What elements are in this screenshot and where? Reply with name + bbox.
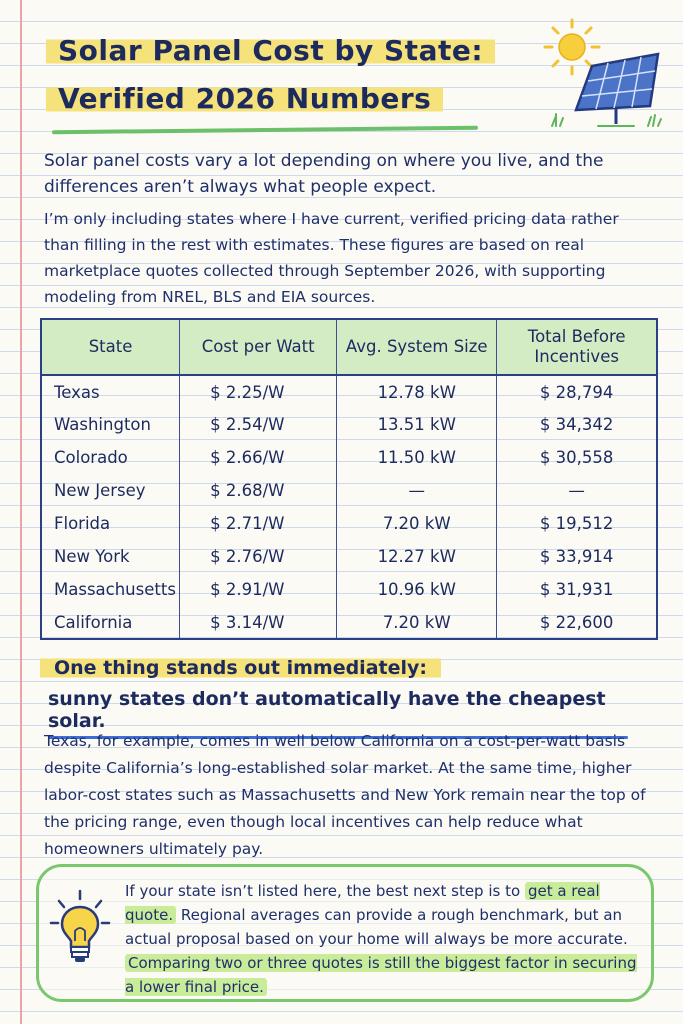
tip-box [36, 864, 654, 1002]
cell-cost-per-watt: $ 2.76/W [180, 540, 337, 573]
intro-lead: Solar panel costs vary a lot depending on where you live, and the differences aren’t always what people expect. [44, 151, 604, 197]
cell-total: $ 28,794 [497, 375, 657, 408]
table-row [41, 408, 657, 441]
key-insight-callout [40, 656, 650, 739]
table-row [41, 441, 657, 474]
cell-state: Massachusetts [41, 573, 180, 606]
tip-text-part-2: Regional averages can provide a rough benchmark, but an actual proposal based on your home will always be more accurate. [125, 906, 628, 948]
cell-state: Colorado [41, 441, 180, 474]
cell-total: $ 31,931 [497, 573, 657, 606]
cell-cost-per-watt: $ 3.14/W [180, 606, 337, 639]
page-title-line-2: Verified 2026 Numbers [46, 80, 443, 117]
cell-cost-per-watt: $ 2.66/W [180, 441, 337, 474]
cell-cost-per-watt: $ 2.71/W [180, 507, 337, 540]
header-cost-per-watt: Cost per Watt [180, 319, 337, 375]
cell-system-size: 7.20 kW [337, 507, 497, 540]
cost-by-state-table [40, 318, 658, 640]
light-bulb-icon [49, 887, 111, 967]
cell-state: Washington [41, 408, 180, 441]
cell-system-size: 10.96 kW [337, 573, 497, 606]
table-row [41, 573, 657, 606]
title-underline [52, 126, 478, 134]
header-avg-system-size: Avg. System Size [337, 319, 497, 375]
cell-state: Texas [41, 375, 180, 408]
cell-total: $ 22,600 [497, 606, 657, 639]
tip-highlight-get-quote: get a real quote. [125, 882, 600, 924]
cell-system-size: — [337, 474, 497, 507]
cell-system-size: 11.50 kW [337, 441, 497, 474]
notebook-margin-line [20, 0, 22, 1024]
cell-cost-per-watt: $ 2.91/W [180, 573, 337, 606]
callout-headline: One thing stands out immediately: [40, 656, 441, 680]
table-row [41, 606, 657, 639]
cell-total: — [497, 474, 657, 507]
cell-system-size: 13.51 kW [337, 408, 497, 441]
cell-system-size: 12.27 kW [337, 540, 497, 573]
table-header-row [41, 319, 657, 375]
cell-total: $ 33,914 [497, 540, 657, 573]
tip-highlight-compare-quotes: Comparing two or three quotes is still the biggest factor in securing a lower final price. [125, 954, 637, 996]
cell-state: New Jersey [41, 474, 180, 507]
cell-state: California [41, 606, 180, 639]
grass-icon [552, 114, 661, 126]
cell-system-size: 12.78 kW [337, 375, 497, 408]
tip-text-part-1: If your state isn’t listed here, the best next step is to [125, 882, 521, 900]
table-row [41, 507, 657, 540]
cell-cost-per-watt: $ 2.68/W [180, 474, 337, 507]
cell-cost-per-watt: $ 2.25/W [180, 375, 337, 408]
cell-total: $ 34,342 [497, 408, 657, 441]
analysis-paragraph: Texas, for example, comes in well below California on a cost-per-watt basis despite California’s long-established solar market. At the same time, higher labor-cost states such as Massachusetts and New York remain near the top of the pricing range, even though local incentives can help reduce what homeowners ultimately pay. [44, 732, 646, 858]
cell-cost-per-watt: $ 2.54/W [180, 408, 337, 441]
tip-text [125, 879, 647, 999]
page-title-line-1: Solar Panel Cost by State: [46, 32, 495, 69]
cost-table-wrapper [40, 318, 658, 640]
cell-system-size: 7.20 kW [337, 606, 497, 639]
table-row [41, 375, 657, 408]
header-total-before-incentives: Total Before Incentives [497, 319, 657, 375]
solar-illustration [530, 14, 670, 132]
header-state: State [41, 319, 180, 375]
intro-detail: I’m only including states where I have current, verified pricing data rather than filling in the rest with estimates. These figures are based on real marketplace quotes collected through September 2026, with supporting modeling from NREL, BLS and EIA sources. [44, 210, 619, 306]
cell-state: Florida [41, 507, 180, 540]
callout-statement: sunny states don’t automatically have the cheapest solar. [48, 688, 606, 732]
table-row [41, 474, 657, 507]
cell-total: $ 30,558 [497, 441, 657, 474]
cell-state: New York [41, 540, 180, 573]
cell-total: $ 19,512 [497, 507, 657, 540]
table-row [41, 540, 657, 573]
